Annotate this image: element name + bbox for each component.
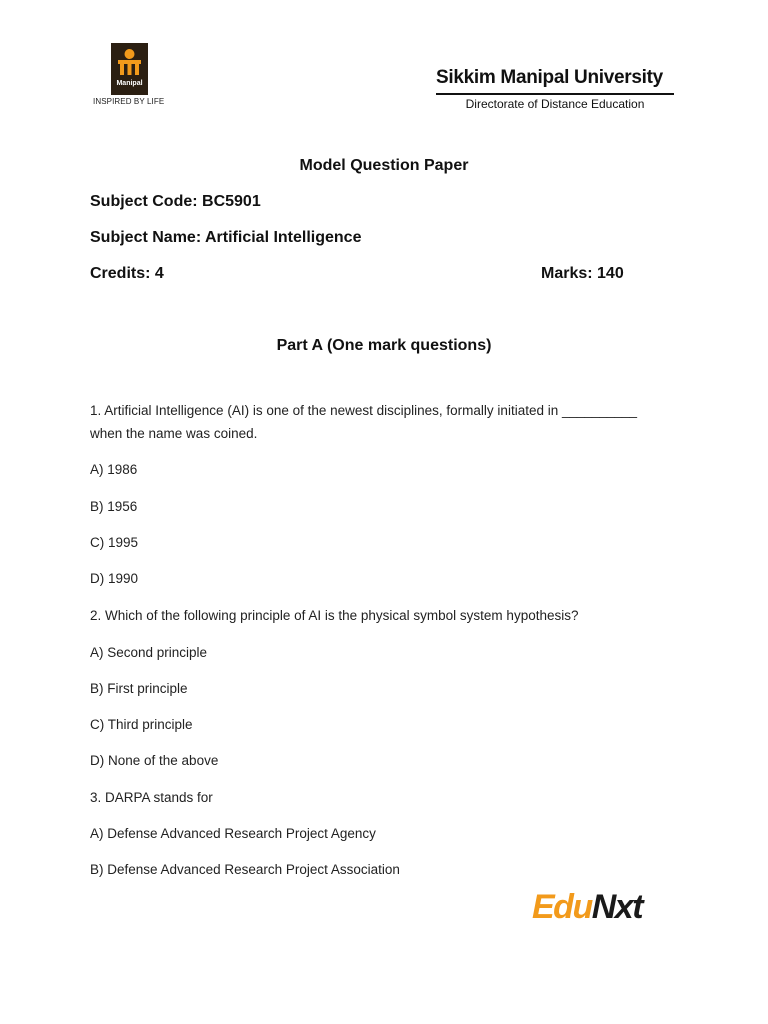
subject-name: Subject Name: Artificial Intelligence xyxy=(90,229,362,246)
edunext-logo: EduNxt xyxy=(532,888,643,926)
answer-option: A) Second principle xyxy=(90,645,208,660)
university-header xyxy=(436,67,674,111)
answer-option: C) 1995 xyxy=(90,535,139,550)
header-rule xyxy=(436,93,674,95)
answer-option: A) 1986 xyxy=(90,462,138,477)
question-text: 3. DARPA stands for xyxy=(90,790,213,805)
answer-option: A) Defense Advanced Research Project Agency xyxy=(90,826,376,841)
answer-option: B) Defense Advanced Research Project Association xyxy=(90,862,400,877)
logo-word: Manipal xyxy=(116,80,143,87)
paper-title: Model Question Paper xyxy=(299,157,469,174)
question-text: 1. Artificial Intelligence (AI) is one of the newest disciplines, formally initiated in __________ xyxy=(90,403,638,418)
question-text: when the name was coined. xyxy=(90,426,258,441)
answer-option: B) 1956 xyxy=(90,499,138,514)
part-heading: Part A (One mark questions) xyxy=(276,337,492,354)
university-name: Sikkim Manipal University xyxy=(436,67,663,88)
credits: Credits: 4 xyxy=(90,265,164,282)
question-text: 2. Which of the following principle of AI is the physical symbol system hypothesis? xyxy=(90,608,579,623)
answer-option: C) Third principle xyxy=(90,717,193,732)
logo-tagline: INSPIRED BY LIFE xyxy=(93,97,165,106)
marks: Marks: 140 xyxy=(541,265,624,282)
subject-code: Subject Code: BC5901 xyxy=(90,193,261,210)
answer-option: B) First principle xyxy=(90,681,188,696)
answer-option: D) 1990 xyxy=(90,571,139,586)
manipal-emblem-icon xyxy=(111,43,148,95)
university-subtitle: Directorate of Distance Education xyxy=(465,96,645,111)
answer-option: D) None of the above xyxy=(90,753,219,768)
manipal-logo xyxy=(90,43,180,107)
